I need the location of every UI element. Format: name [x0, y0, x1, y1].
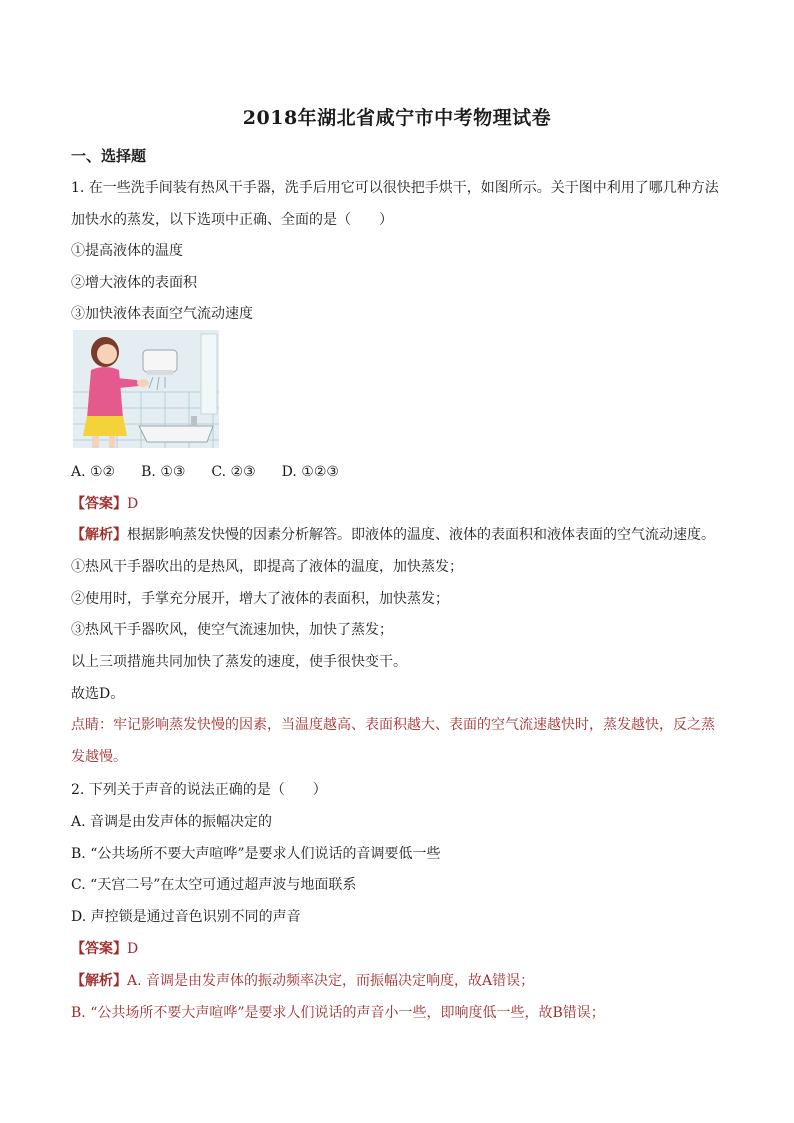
q1-stem-line2: 加快水的蒸发，以下选项中正确、全面的是（ ） — [71, 212, 393, 228]
q1-answer — [71, 494, 138, 514]
q1-analysis-summary: 以上三项措施共同加快了蒸发的速度，使手很快变干。 — [71, 654, 407, 670]
q1-stem-line1: 1. 在一些洗手间装有热风干手器，洗手后用它可以很快把手烘干，如图所示。关于图中利用了哪几种方法 — [71, 180, 719, 196]
q1-analysis-point-3: ③热风干手器吹风，使空气流速加快，加快了蒸发； — [71, 622, 393, 638]
q2-answer — [71, 939, 138, 959]
q2-stem: 2. 下列关于声音的说法正确的是（ ） — [71, 782, 327, 798]
q1-item-1: ①提高液体的温度 — [71, 243, 183, 259]
q2-analysis-tag: 【解析】 — [71, 973, 127, 989]
q1-option-b: B. ①③ — [141, 464, 186, 480]
q1-answer-tag: 【答案】 — [71, 496, 127, 512]
q2-option-a: A. 音调是由发声体的振幅决定的 — [71, 814, 273, 830]
q2-option-b: B. “公共场所不要大声喧哗”是要求人们说话的音调要低一些 — [71, 846, 441, 862]
q1-analysis-tag: 【解析】 — [71, 527, 127, 543]
q1-answer-value: D — [127, 496, 139, 512]
q1-tip-line2: 发越慢。 — [71, 749, 127, 765]
q1-option-d: D. ①②③ — [281, 464, 339, 480]
q1-tip-line1: 点睛：牢记影响蒸发快慢的因素，当温度越高、表面积越大、表面的空气流速越快时，蒸发越快，反之蒸 — [71, 717, 715, 733]
q2-analysis-b: B. “公共场所不要大声喧哗”是要求人们说话的声音小一些，即响度低一些，故B错误； — [71, 1005, 605, 1021]
hand-dryer-illustration — [73, 330, 219, 448]
q1-analysis-intro: 根据影响蒸发快慢的因素分析解答。即液体的温度、液体的表面积和液体表面的空气流动速度。 — [127, 527, 715, 543]
page-title: 2018年湖北省咸宁市中考物理试卷 — [242, 107, 552, 129]
q1-item-3: ③加快液体表面空气流动速度 — [71, 306, 253, 322]
q1-option-a: A. ①② — [71, 464, 116, 480]
q1-choice: 故选D。 — [71, 686, 125, 702]
q1-analysis — [71, 525, 715, 545]
q2-option-d: D. 声控锁是通过音色识别不同的声音 — [71, 909, 301, 925]
q2-answer-tag: 【答案】 — [71, 941, 127, 957]
section-heading: 一、选择题 — [71, 147, 147, 165]
q1-option-c: C. ②③ — [211, 464, 256, 480]
q2-analysis-a — [71, 971, 534, 991]
q2-analysis-a-text: A. 音调是由发声体的振动频率决定，而振幅决定响度，故A错误； — [127, 973, 535, 989]
q1-analysis-point-1: ①热风干手器吹出的是热风，即提高了液体的温度，加快蒸发； — [71, 559, 463, 575]
q2-answer-value: D — [127, 941, 139, 957]
q1-item-2: ②增大液体的表面积 — [71, 275, 197, 291]
q1-analysis-point-2: ②使用时，手掌充分展开，增大了液体的表面积，加快蒸发； — [71, 591, 449, 607]
q1-options — [71, 462, 365, 482]
q2-option-c: C. “天宫二号”在太空可通过超声波与地面联系 — [71, 877, 357, 893]
